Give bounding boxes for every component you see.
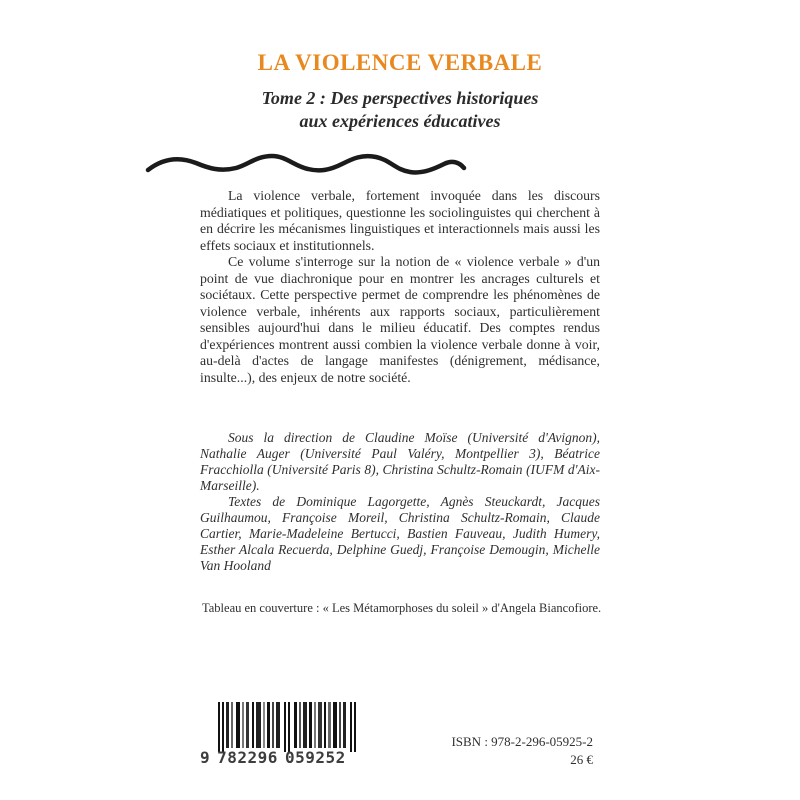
barcode-digits [200,748,360,767]
decorative-wave-line [144,147,468,181]
synopsis-text [200,188,600,386]
wave-icon [144,147,468,181]
isbn-number: ISBN : 978-2-296-05925-2 [451,734,593,749]
cover-artwork-note: Tableau en couverture : « Les Métamorphoses du soleil » d'Angela Biancofiore. [202,601,602,615]
price: 26 € [570,752,593,767]
barcode [200,702,360,768]
barcode-bars-icon [218,702,358,752]
synopsis-paragraph-1: La violence verbale, fortement invoquée dans les discours médiatiques et politiques, questionne les sociolinguistes qui cherchent à en décrire les mécanismes linguistiques et interactionnels mais aussi les effets sociaux et institutionnels. [200,188,600,253]
barcode-group2: 059252 [284,748,346,767]
barcode-group1: 782296 [217,748,278,767]
barcode-lead-digit: 9 [200,748,211,767]
book-title: LA VIOLENCE VERBALE [257,50,543,75]
book-subtitle-line1: Tome 2 : Des perspectives historiques [261,88,539,108]
credits-authors: Textes de Dominique Lagorgette, Agnès Steuckardt, Jacques Guilhaumou, Françoise Moreil, Christina Schultz-Romain, Claude Cartier, Marie-Madeleine Bertucci, Bastien Fauveau, Judith Humery, Esther Alcala Recuerda, Delphine Guedj, Françoise Demougin, Michelle Van Hooland [200,494,600,573]
credits-direction: Sous la direction de Claudine Moïse (Université d'Avignon), Nathalie Auger (Université Paul Valéry, Montpellier 3), Béatrice Fracchiolla (Université Paris 8), Christina Schultz-Romain (IUFM d'Aix-Marseille). [200,430,600,493]
synopsis-paragraph-2: Ce volume s'interroge sur la notion de « violence verbale » d'un point de vue diachronique pour en montrer les ancrages culturels et sociétaux. Cette perspective permet de comprendre les phénomènes de violence verbale, inhérents aux rapports sociaux, particulièrement sensibles aujourd'hui dans le milieu éducatif. Des comptes rendus d'expériences montrent aussi combien la violence verbale donne à voir, au-delà d'actes de langage manifestes (dénigrement, médisance, insulte...), des enjeux de notre société. [200,254,600,385]
book-subtitle-line2: aux expériences éducatives [299,111,501,131]
credits-text [200,430,600,574]
book-subtitle [0,87,800,133]
isbn-block [451,733,593,769]
